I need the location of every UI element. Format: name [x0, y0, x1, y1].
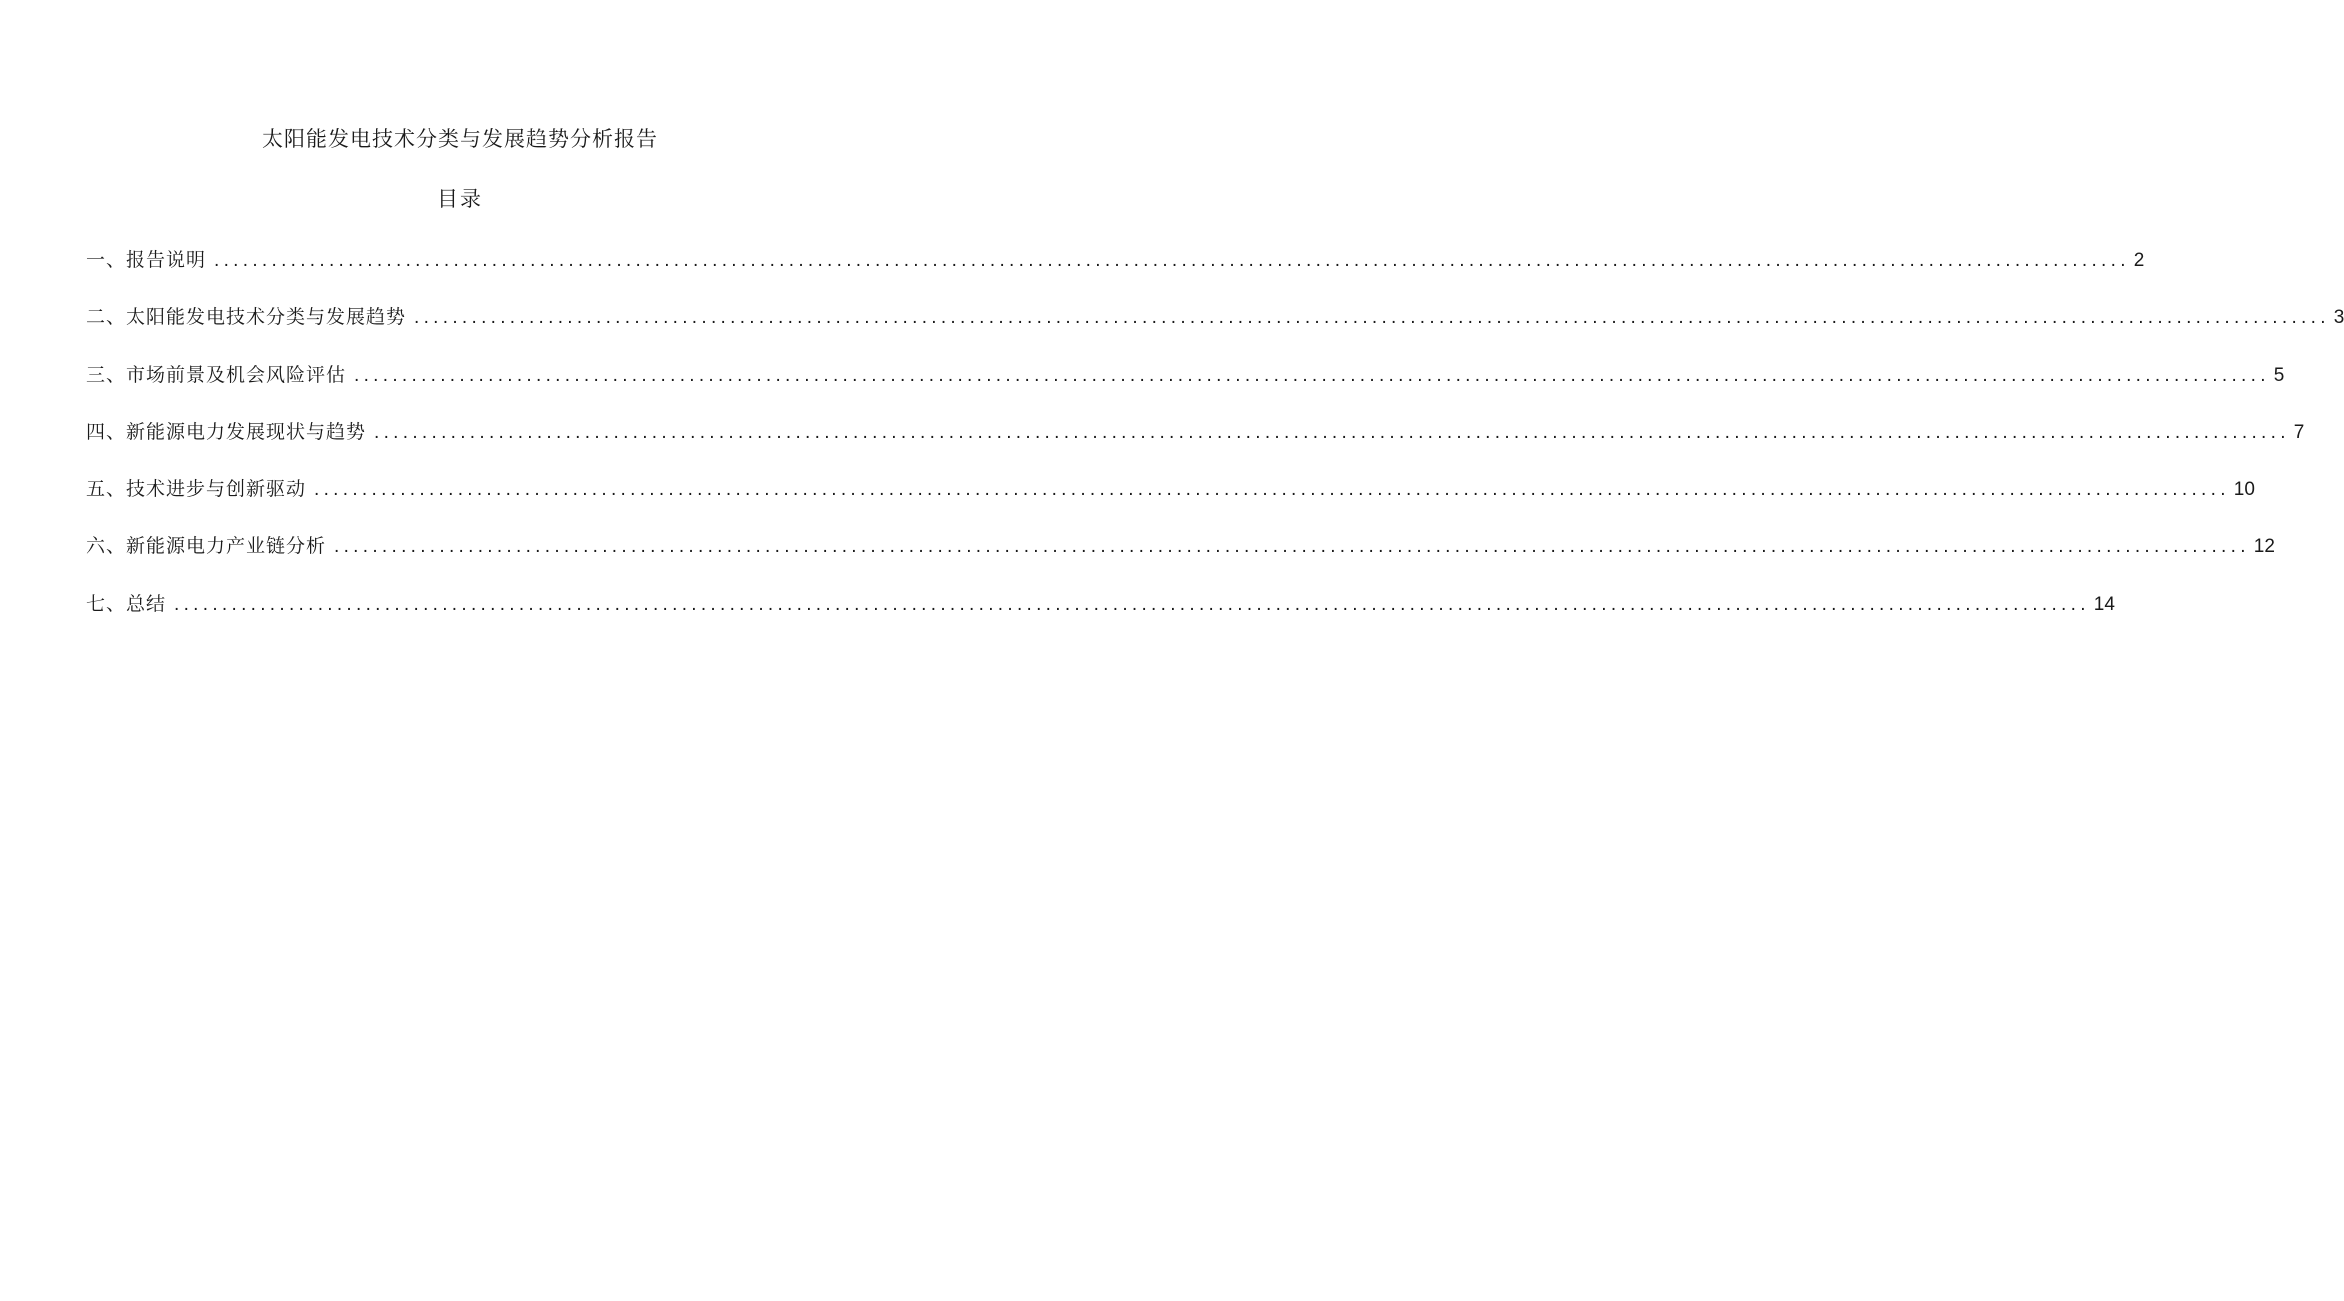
toc-heading: 目录: [437, 187, 483, 211]
toc-entry-technology-classification[interactable]: [86, 302, 2344, 359]
toc-entry-report-description[interactable]: [86, 245, 2145, 302]
toc-entry-industry-chain[interactable]: [86, 531, 2275, 588]
toc-entry-development-status[interactable]: [86, 417, 2305, 474]
toc-entry-label: 二、太阳能发电技术分类与发展趋势: [86, 306, 407, 329]
toc-entry-page-number: 3: [2333, 307, 2344, 329]
toc-entry-label: 七、总结: [86, 592, 167, 615]
document-title: 太阳能发电技术分类与发展趋势分析报告: [262, 127, 658, 151]
toc-entry-technology-innovation[interactable]: [86, 474, 2255, 531]
toc-entry-label: 四、新能源电力发展现状与趋势: [86, 420, 367, 443]
toc-entry-label: 六、新能源电力产业链分析: [86, 535, 327, 558]
toc-dot-leader: ........................................................................................................................................................................................................: [414, 307, 2330, 329]
toc-entry-page-number: 10: [2233, 479, 2255, 501]
toc-dot-leader: ........................................................................................................................................................................................................: [214, 250, 2130, 271]
toc-entry-label: 三、市场前景及机会风险评估: [86, 363, 347, 386]
toc-dot-leader: ........................................................................................................................................................................................................: [174, 593, 2090, 615]
toc-dot-leader: ........................................................................................................................................................................................................: [374, 421, 2290, 443]
toc-entry-page-number: 12: [2253, 536, 2275, 558]
toc-entry-page-number: 7: [2293, 421, 2305, 443]
toc-entry-page-number: 2: [2133, 250, 2145, 271]
toc-entry-page-number: 14: [2093, 593, 2115, 615]
toc-entry-label: 一、报告说明: [86, 249, 207, 271]
toc-dot-leader: ........................................................................................................................................................................................................: [314, 479, 2230, 501]
toc-dot-leader: ........................................................................................................................................................................................................: [354, 364, 2270, 386]
toc-dot-leader: ........................................................................................................................................................................................................: [334, 536, 2250, 558]
toc-entry-label: 五、技术进步与创新驱动: [86, 478, 307, 501]
toc-entry-market-outlook[interactable]: [86, 360, 2285, 417]
toc-entry-summary[interactable]: [86, 589, 2115, 646]
table-of-contents: [86, 245, 2344, 646]
toc-entry-page-number: 5: [2273, 364, 2285, 386]
